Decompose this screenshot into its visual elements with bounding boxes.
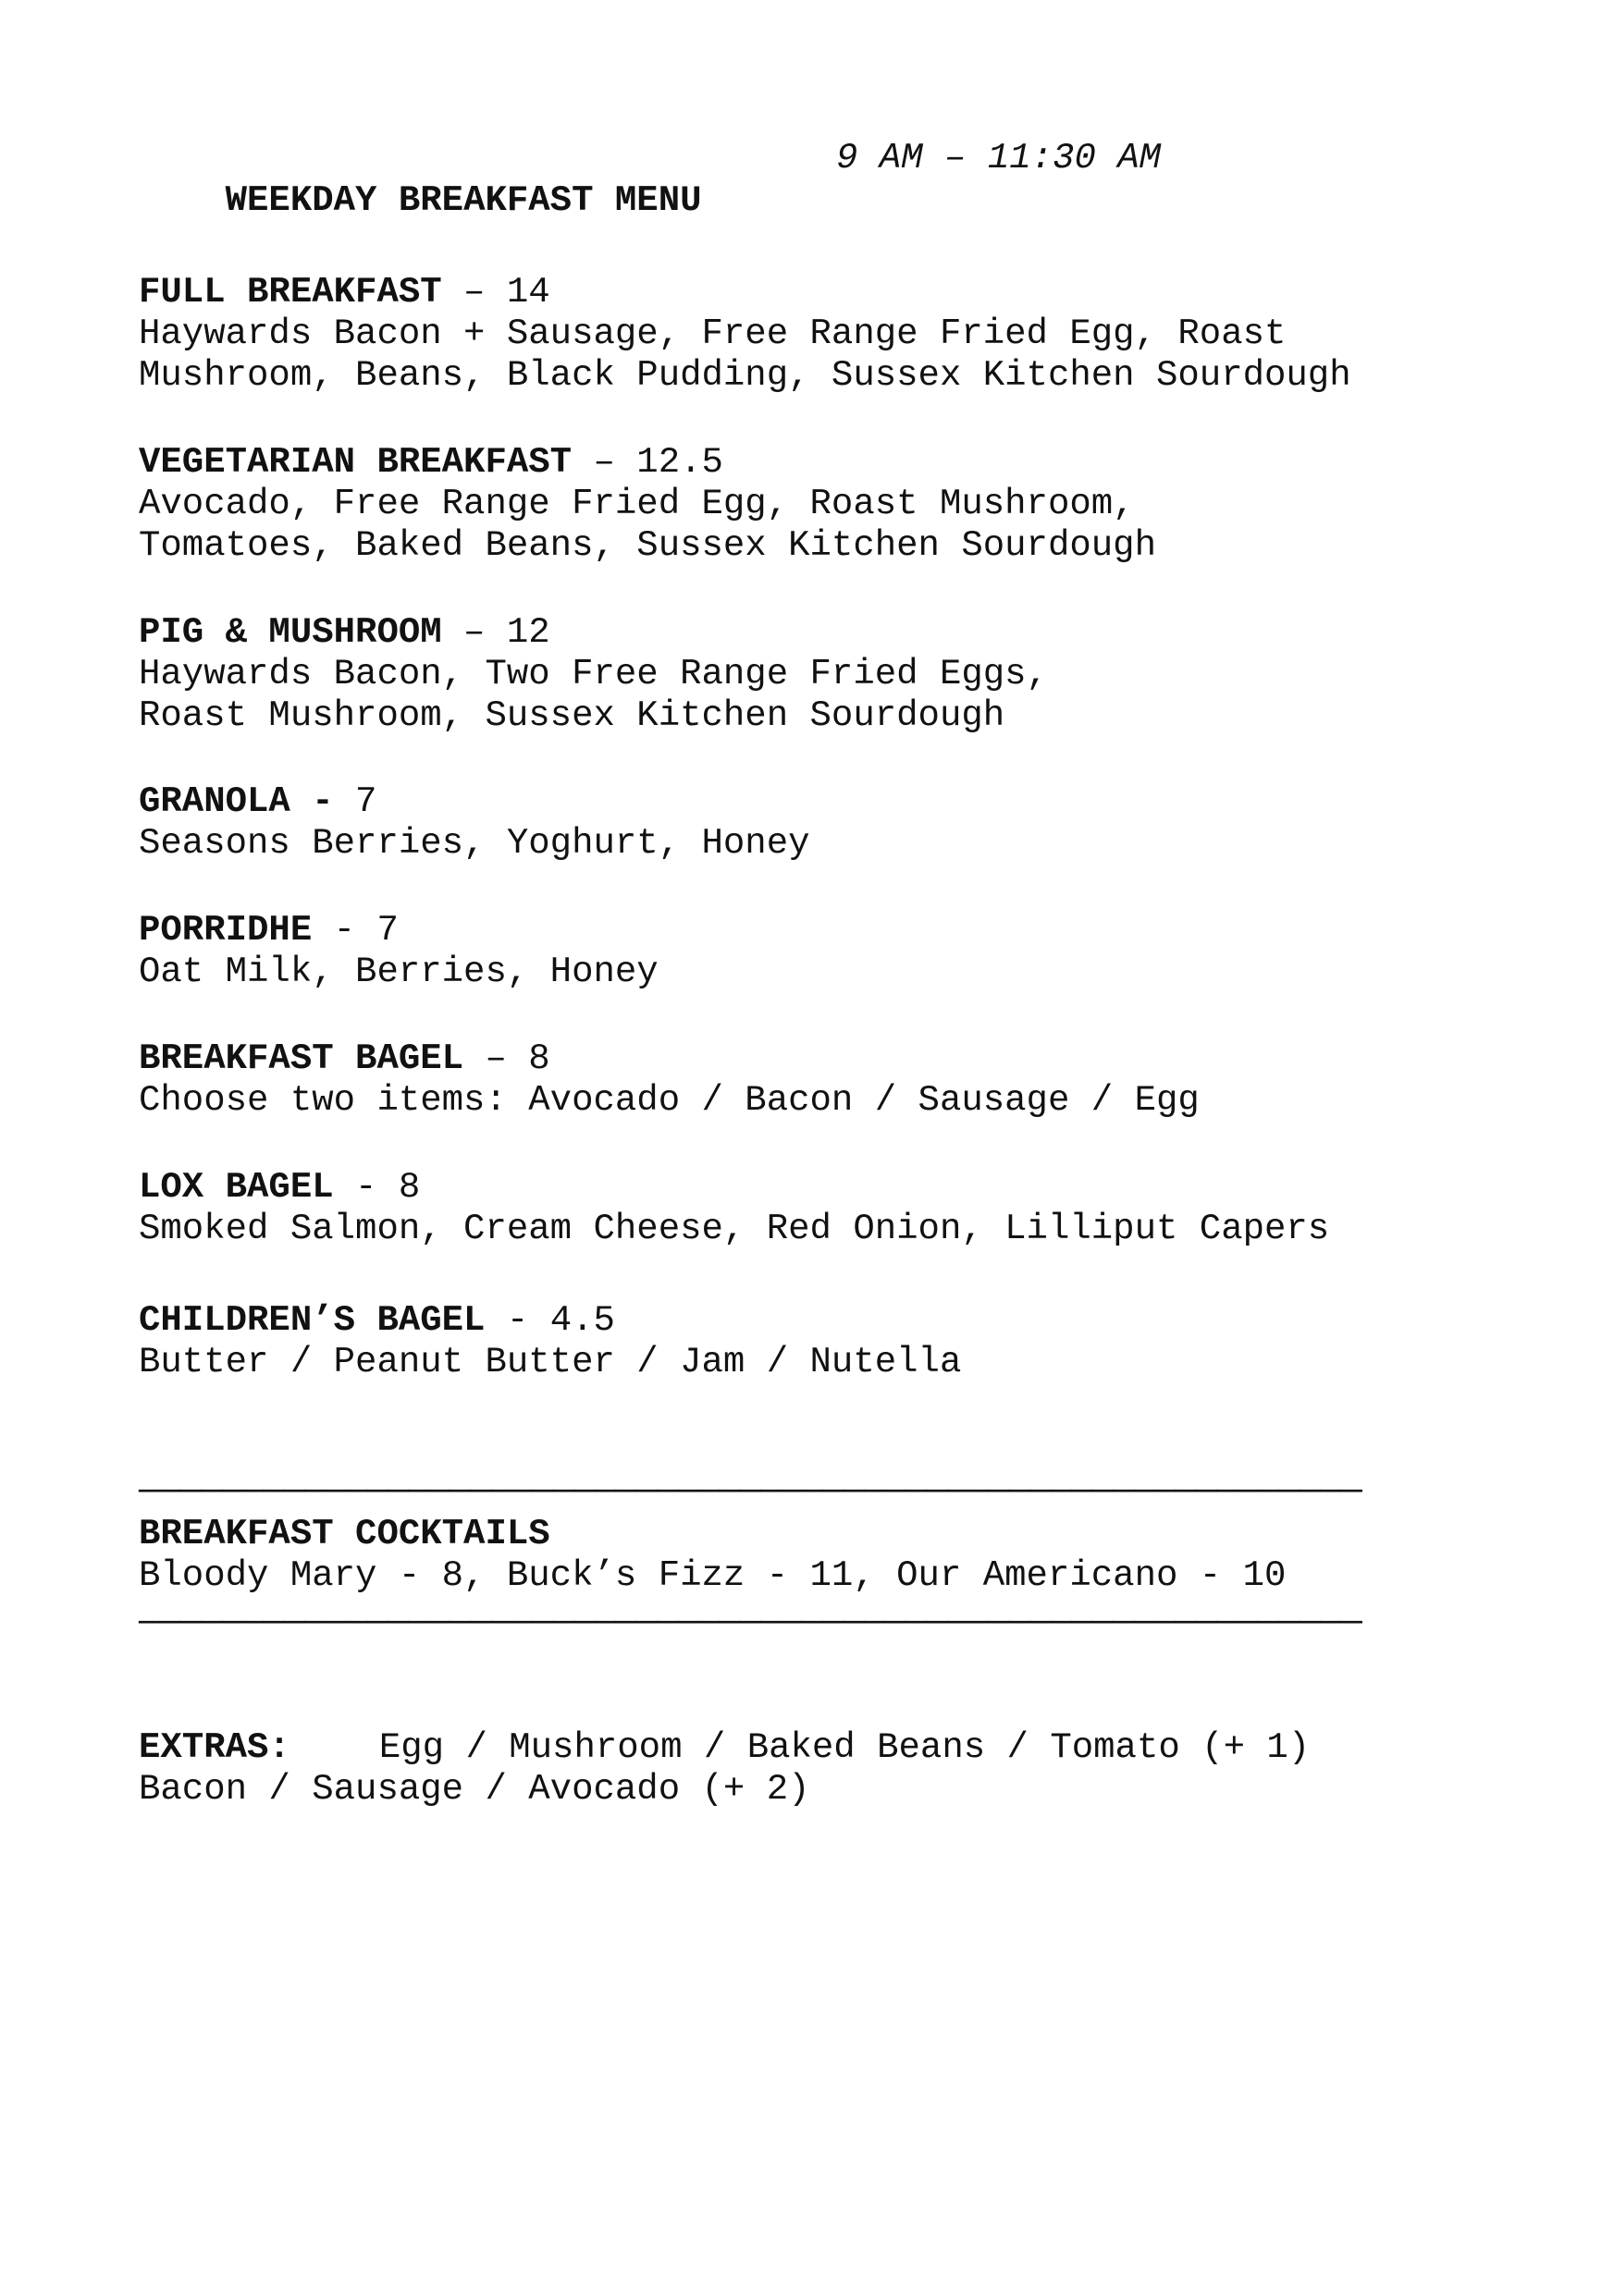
item-name: BREAKFAST BAGEL	[139, 1038, 464, 1079]
divider-bottom: ———————————————————————————————————————————————————————————	[139, 1602, 1361, 1642]
item-separator: –	[441, 612, 507, 653]
item-price: 8	[528, 1038, 550, 1079]
item-separator: –	[441, 272, 507, 313]
item-price: 14	[506, 272, 550, 313]
item-separator: -	[333, 1167, 399, 1208]
item-description-line: Haywards Bacon, Two Free Range Fried Eggs,	[139, 654, 1048, 694]
item-name: FULL BREAKFAST	[139, 272, 442, 313]
item-description-line: Haywards Bacon + Sausage, Free Range Fried Egg, Roast	[139, 313, 1287, 354]
item-price: 12	[506, 612, 550, 653]
menu-item-pig-mushroom	[139, 611, 1480, 737]
item-separator: -	[312, 910, 377, 951]
extras-line-1: Egg / Mushroom / Baked Beans / Tomato (+ 1)	[378, 1727, 1311, 1768]
item-name: PIG & MUSHROOM	[139, 612, 442, 653]
extras-section	[139, 1726, 1480, 1811]
item-price: 4.5	[549, 1300, 615, 1341]
item-description-line: Seasons Berries, Yoghurt, Honey	[139, 823, 810, 864]
item-separator: –	[463, 1038, 529, 1079]
menu-item-breakfast-bagel	[139, 1037, 1480, 1122]
item-description-line: Smoked Salmon, Cream Cheese, Red Onion, Lilliput Capers	[139, 1209, 1330, 1249]
item-separator: -	[485, 1300, 550, 1341]
extras-line-2: Bacon / Sausage / Avocado (+ 2)	[139, 1769, 810, 1810]
extras-label: EXTRAS:	[139, 1727, 290, 1768]
menu-item-childrens-bagel	[139, 1299, 1480, 1383]
item-name: GRANOLA -	[139, 781, 334, 822]
divider-top: ———————————————————————————————————————————————————————————	[139, 1470, 1361, 1511]
menu-item-lox-bagel	[139, 1166, 1480, 1250]
menu-title: WEEKDAY BREAKFAST MENU	[225, 180, 702, 221]
cocktails-title: BREAKFAST COCKTAILS	[139, 1514, 550, 1554]
item-name: VEGETARIAN BREAKFAST	[139, 442, 573, 483]
item-description-line: Mushroom, Beans, Black Pudding, Sussex Kitchen Sourdough	[139, 355, 1351, 396]
menu-item-granola	[139, 780, 1480, 865]
item-description-line: Tomatoes, Baked Beans, Sussex Kitchen Sourdough	[139, 525, 1156, 566]
item-price: 8	[398, 1167, 421, 1208]
item-price: 12.5	[636, 442, 723, 483]
menu-hours: 9 AM – 11:30 AM	[836, 138, 1162, 178]
item-name: LOX BAGEL	[139, 1167, 334, 1208]
item-separator	[334, 781, 355, 822]
item-description-line: Roast Mushroom, Sussex Kitchen Sourdough	[139, 695, 1005, 736]
cocktails-line: Bloody Mary - 8, Buck’s Fizz - 11, Our Americano - 10	[139, 1555, 1287, 1596]
item-description-line: Oat Milk, Berries, Honey	[139, 952, 659, 992]
menu-item-full-breakfast	[139, 271, 1480, 397]
item-price: 7	[355, 781, 377, 822]
item-description-line: Choose two items: Avocado / Bacon / Sausage / Egg	[139, 1080, 1200, 1121]
item-price: 7	[376, 910, 399, 951]
menu-item-vegetarian-breakfast	[139, 441, 1480, 567]
item-description-line: Avocado, Free Range Fried Egg, Roast Mushroom,	[139, 484, 1135, 524]
cocktails-section	[139, 1513, 1480, 1597]
item-name: CHILDREN’S BAGEL	[139, 1300, 486, 1341]
item-name: PORRIDHE	[139, 910, 313, 951]
item-separator: –	[572, 442, 637, 483]
menu-item-porridhe	[139, 909, 1480, 993]
item-description-line: Butter / Peanut Butter / Jam / Nutella	[139, 1342, 962, 1382]
